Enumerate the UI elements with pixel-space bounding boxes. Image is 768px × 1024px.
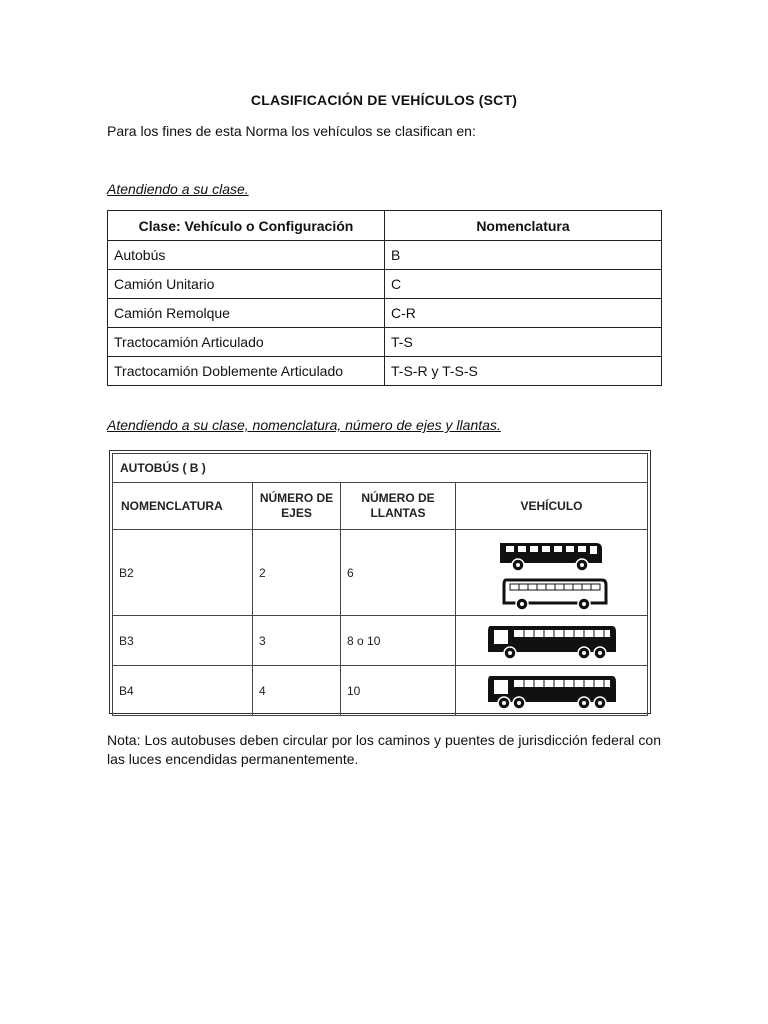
table-cell: Camión Remolque (108, 299, 385, 328)
table-cell: B (385, 241, 662, 270)
table-cell: C (385, 270, 662, 299)
table-row (108, 241, 662, 270)
table-cell: Autobús (108, 241, 385, 270)
intro-text: Para los fines de esta Norma los vehículos se clasifican en: (107, 123, 476, 139)
table-header-row (108, 211, 662, 241)
table-cell: 8 o 10 (341, 616, 456, 666)
bus-2-axle-icon (492, 533, 612, 613)
column-header: NOMENCLATURA (113, 483, 253, 530)
table-row (108, 357, 662, 386)
section-heading-clase: Atendiendo a su clase. (107, 181, 249, 197)
column-header: NÚMERO DE EJES (253, 483, 341, 530)
column-header: VEHÍCULO (456, 483, 648, 530)
footnote: Nota: Los autobuses deben circular por los caminos y puentes de jurisdicción federal con las luces encendidas permanentemente. (107, 732, 661, 767)
page-title: CLASIFICACIÓN DE VEHÍCULOS (SCT) (250, 92, 518, 108)
table-row (113, 616, 648, 666)
section-heading-ejes-llantas: Atendiendo a su clase, nomenclatura, número de ejes y llantas. (107, 417, 501, 433)
table-cell: 10 (341, 666, 456, 716)
table-cell: C-R (385, 299, 662, 328)
table-row (108, 270, 662, 299)
column-header: Nomenclatura (385, 211, 662, 241)
table-cell: B4 (113, 666, 253, 716)
table-row (108, 299, 662, 328)
table-cell: 4 (253, 666, 341, 716)
table-cell: Tractocamión Doblemente Articulado (108, 357, 385, 386)
column-header: Clase: Vehículo o Configuración (108, 211, 385, 241)
table-row (113, 666, 648, 716)
table-cell: T-S (385, 328, 662, 357)
table-cell: T-S-R y T-S-S (385, 357, 662, 386)
table-cell: Tractocamión Articulado (108, 328, 385, 357)
vehicle-cell (456, 666, 648, 716)
table-cell: B3 (113, 616, 253, 666)
table-cell: 3 (253, 616, 341, 666)
vehicle-cell (456, 530, 648, 616)
table-cell: 6 (341, 530, 456, 616)
table-header-row (113, 483, 648, 530)
bus-classification-figure (109, 450, 651, 714)
table-cell: 2 (253, 530, 341, 616)
bus-3-axle-icon (484, 620, 620, 662)
table-row (113, 530, 648, 616)
table-cell: B2 (113, 530, 253, 616)
column-header: NÚMERO DE LLANTAS (341, 483, 456, 530)
table-row (108, 328, 662, 357)
bus-table (112, 453, 648, 716)
bus-4-axle-icon (484, 670, 620, 712)
bus-table-title: AUTOBÚS ( B ) (113, 454, 648, 483)
vehicle-class-table (107, 210, 662, 386)
vehicle-cell (456, 616, 648, 666)
table-cell: Camión Unitario (108, 270, 385, 299)
